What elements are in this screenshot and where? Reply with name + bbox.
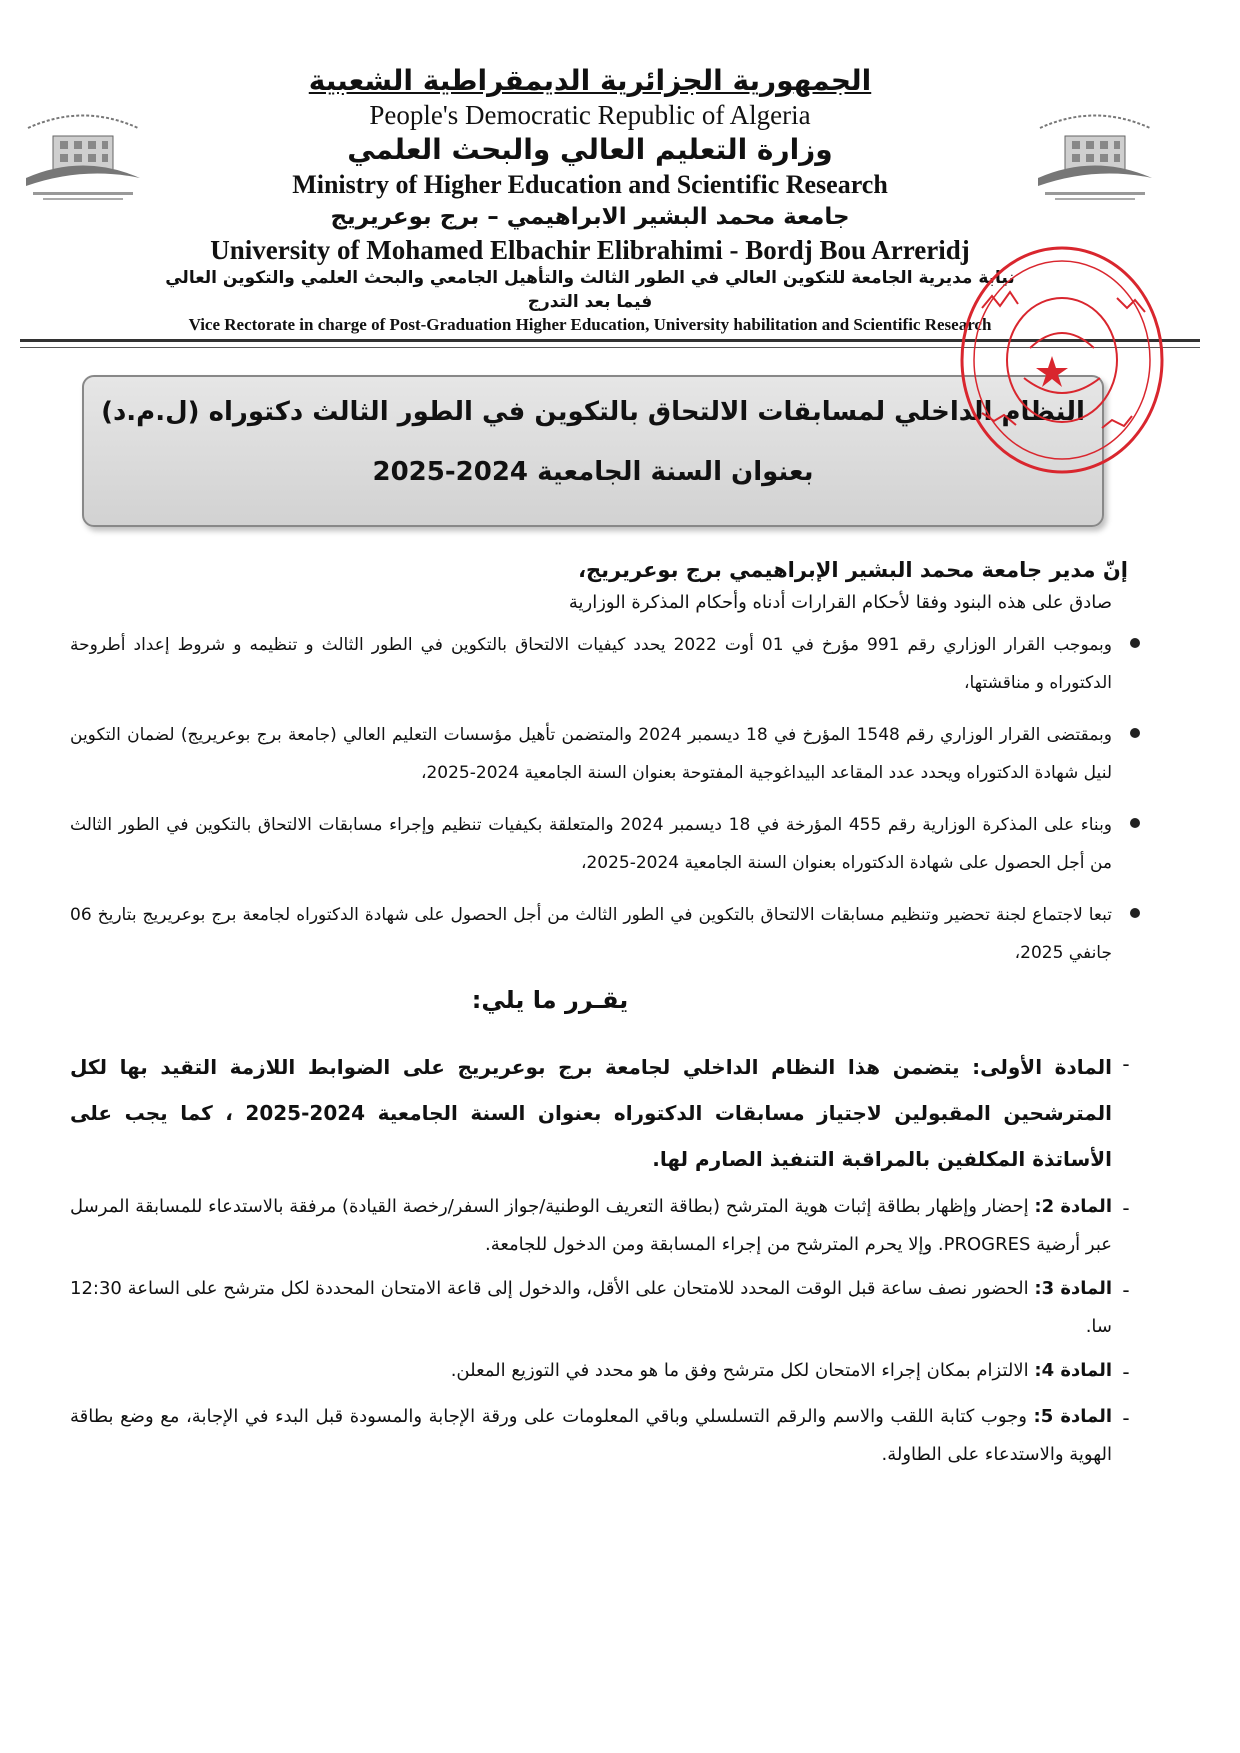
official-stamp-icon <box>952 238 1167 483</box>
list-item <box>70 716 1140 792</box>
ministry-english: Ministry of Higher Education and Scientific Research <box>292 170 888 199</box>
article-item: - المادة 2: إحضار وإظهار بطاقة إثبات هوية المترشح (بطاقة التعريف الوطنية/جواز السفر/رخصة القيادة) مرفقة بالاستدعاء للمسابقة المرسل عبر أرضية PROGRES. وإلا يحرم المترشح من إجراء المسابقة ومن الدخول للجامعة. <box>70 1196 1130 1255</box>
article-text: الالتزام بمكان إجراء الامتحان لكل مترشح وفق ما هو محدد في التوزيع المعلن. <box>450 1360 1035 1381</box>
list-item <box>70 896 1140 972</box>
list-item-text: تبعا لاجتماع لجنة تحضير وتنظيم مسابقات الالتحاق بالتكوين في الطور الثالث من أجل الحصول على شهادة الدكتوراه لجامعة برج بوعريريج بتاريخ 06 جانفي 2025، <box>70 905 1112 963</box>
intro-director: إنّ مدير جامعة محمد البشير الإبراهيمي برج بوعريريج، <box>578 558 1128 582</box>
list-item-text: وبناء على المذكرة الوزارية رقم 455 المؤرخة في 18 ديسمبر 2024 والمتعلقة بكيفيات تنظيم وإجراء مسابقات الالتحاق بالتكوين في الطور الثالث من أجل الحصول على شهادة الدكتوراه بعنوان السنة الجامعية 2024-2025، <box>70 815 1113 873</box>
article-item: - المادة 5: وجوب كتابة اللقب والاسم والرقم التسلسلي وباقي المعلومات على ورقة الإجابة والمسودة قبل البدء في الإجابة، مع وضع بطاقة الهوية والاستدعاء على الطاولة. <box>70 1406 1130 1465</box>
article-label: المادة الأولى: <box>972 1055 1112 1079</box>
article-item: - المادة 3: الحضور نصف ساعة قبل الوقت المحدد للامتحان على الأقل، والدخول إلى قاعة الامتحان المحددة لكل مترشح على الساعة 12:30 سا. <box>70 1278 1130 1337</box>
list-item <box>70 626 1140 702</box>
article-text: الحضور نصف ساعة قبل الوقت المحدد للامتحان على الأقل، والدخول إلى قاعة الامتحان المحددة لكل مترشح على الساعة 12:30 سا. <box>70 1278 1112 1337</box>
vice-rectorate-arabic: نيابة مديرية الجامعة للتكوين العالي في الطور الثالث والتأهيل الجامعي والبحث العلمي والتكوين العالي فيما بعد التدرج <box>165 268 1015 312</box>
document-title-box <box>82 375 1104 527</box>
vice-rectorate-english: Vice Rectorate in charge of Post-Graduation Higher Education, University habilitation and Scientific Research <box>188 315 992 334</box>
article-label: المادة 2: <box>1034 1196 1112 1217</box>
list-item <box>70 806 1140 882</box>
university-logo-icon <box>18 108 148 208</box>
document-title: النظام الداخلي لمسابقات الالتحاق بالتكوين في الطور الثالث دكتوراه (ل.م.د) <box>101 397 1085 427</box>
bullet-icon <box>1130 728 1140 738</box>
republic-english: People's Democratic Republic of Algeria <box>369 100 811 130</box>
letterhead <box>160 62 1020 336</box>
list-item-text: وبمقتضى القرار الوزاري رقم 1548 المؤرخ في 18 ديسمبر 2024 والمتضمن تأهيل مؤسسات التعليم العالي (جامعة برج بوعريريج) لضمان التكوين لنيل شهادة الدكتوراه ويحدد عدد المقاعد البيداغوجية المفتوحة بعنوان السنة الجامعية 2024-2025، <box>70 725 1112 783</box>
list-item-text: وبموجب القرار الوزاري رقم 991 مؤرخ في 01 أوت 2022 يحدد كيفيات الالتحاق بالتكوين في الطور الثالث و تنظيمه و شروط إعداد أطروحة الدكتوراه و مناقشتها، <box>70 635 1112 693</box>
article-label: المادة 5: <box>1033 1406 1112 1427</box>
article-item: - المادة الأولى: يتضمن هذا النظام الداخلي لجامعة برج بوعريريج على الضوابط اللازمة التقيد بها لكل المترشحين المقبولين لاجتياز مسابقات الدكتوراه بعنوان السنة الجامعية 2024-2025 ، كما يجب على الأساتذة المكلفين بالمراقبة التنفيذ الصارم لها. <box>70 1052 1130 1171</box>
article-label: المادة 4: <box>1034 1360 1112 1381</box>
bullet-icon <box>1130 908 1140 918</box>
article-text: يتضمن هذا النظام الداخلي لجامعة برج بوعريريج على الضوابط اللازمة التقيد بها لكل المترشحين المقبولين لاجتياز مسابقات الدكتوراه بعنوان السنة الجامعية 2024-2025 ، كما يجب على الأساتذة المكلفين بالمراقبة التنفيذ الصارم لها. <box>70 1055 1113 1171</box>
article-text: وجوب كتابة اللقب والاسم والرقم التسلسلي وباقي المعلومات على ورقة الإجابة والمسودة قبل البدء في الإجابة، مع وضع بطاقة الهوية والاستدعاء على الطاولة. <box>70 1406 1112 1465</box>
intro-approval: صادق على هذه البنود وفقا لأحكام القرارات أدناه وأحكام المذكرة الوزارية <box>568 592 1112 613</box>
article-item: - المادة 4: الالتزام بمكان إجراء الامتحان لكل مترشح وفق ما هو محدد في التوزيع المعلن. <box>450 1360 1130 1384</box>
republic-arabic: الجمهورية الجزائرية الديمقراطية الشعبية <box>308 64 872 97</box>
decision-heading: يقـرر ما يلي: <box>471 986 629 1014</box>
article-label: المادة 3: <box>1034 1278 1113 1299</box>
bullet-icon <box>1130 818 1140 828</box>
university-arabic: جامعة محمد البشير الابراهيمي – برج بوعريريج <box>330 204 850 230</box>
bullet-icon <box>1130 638 1140 648</box>
university-english: University of Mohamed Elbachir Elibrahimi - Bordj Bou Arreridj <box>210 235 970 265</box>
document-body <box>70 552 1140 1480</box>
university-logo-icon <box>1030 108 1160 208</box>
article-text: إحضار وإظهار بطاقة إثبات هوية المترشح (بطاقة التعريف الوطنية/جواز السفر/رخصة القيادة) مرفقة بالاستدعاء للمسابقة المرسل عبر أرضية PROGRES. وإلا يحرم المترشح من إجراء المسابقة ومن الدخول للجامعة. <box>70 1196 1112 1255</box>
ministry-arabic: وزارة التعليم العالي والبحث العلمي <box>347 133 833 166</box>
document-subtitle: بعنوان السنة الجامعية 2024-2025 <box>372 457 814 487</box>
